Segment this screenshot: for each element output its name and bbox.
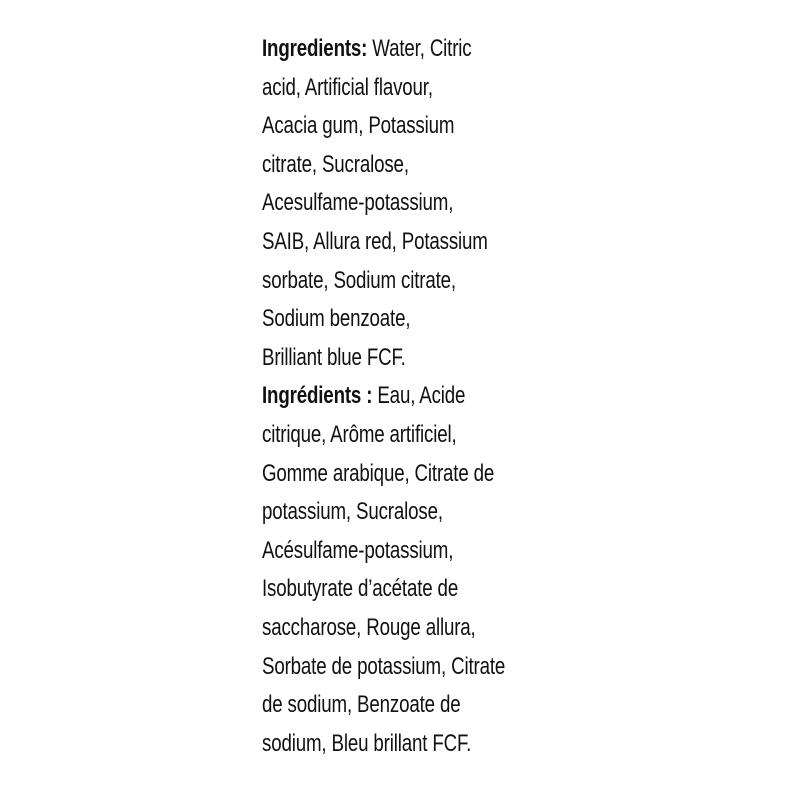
english-ingredients-line-4: citrate, Sucralose, (262, 150, 409, 178)
french-ingredients-line-10: sodium, Bleu brillant FCF. (262, 729, 472, 757)
french-ingredients-line-5: Acésulfame-potassium, (262, 536, 454, 564)
french-ingredients-text: Eau, Acide (372, 382, 466, 410)
english-ingredients-line-8: Sodium benzoate, (262, 305, 411, 333)
french-ingredients-line-1 (262, 377, 590, 416)
french-ingredients-line-6: Isobutyrate d’acétate de (262, 575, 459, 603)
english-ingredients-text: Water, Citric (367, 35, 472, 62)
english-ingredients-line-3: Acacia gum, Potassium (262, 112, 455, 140)
french-ingredients-line-7: saccharose, Rouge allura, (262, 613, 476, 641)
english-ingredients-line-9: Brilliant blue FCF. (262, 343, 406, 371)
french-ingredients-line-3: Gomme arabique, Citrate de (262, 459, 495, 487)
french-ingredients-line-8: Sorbate de potassium, Citrate (262, 652, 506, 680)
english-ingredients-line-6: SAIB, Allura red, Potassium (262, 227, 488, 255)
french-ingredients-heading: Ingrédients : (262, 382, 373, 410)
french-ingredients-line-2: citrique, Arôme artificiel, (262, 420, 457, 448)
english-ingredients-heading: Ingredients: (262, 35, 368, 62)
french-ingredients-line-4: potassium, Sucralose, (262, 498, 443, 526)
english-ingredients-line-7: sorbate, Sodium citrate, (262, 266, 456, 294)
english-ingredients-line-1 (262, 30, 590, 69)
ingredients-panel (262, 30, 682, 763)
english-ingredients-line-5: Acesulfame-potassium, (262, 189, 454, 217)
french-ingredients-line-9: de sodium, Benzoate de (262, 691, 461, 719)
english-ingredients-line-2: acid, Artificial flavour, (262, 73, 433, 101)
